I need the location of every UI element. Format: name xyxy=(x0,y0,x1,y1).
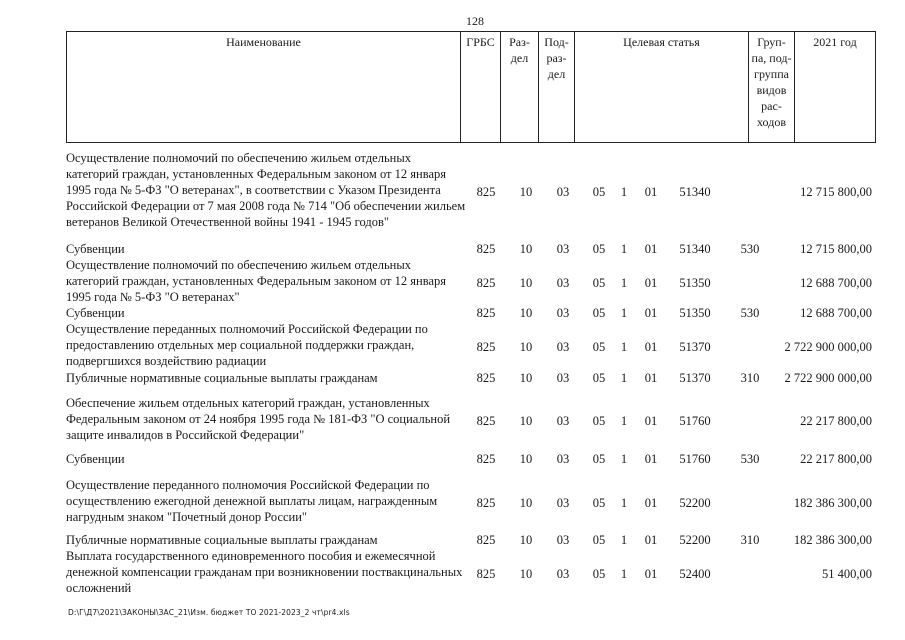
row-t2: 1 xyxy=(620,567,628,581)
row-podrazdel: 03 xyxy=(556,371,570,385)
row-t3: 01 xyxy=(644,242,658,256)
row-t3: 01 xyxy=(644,371,658,385)
header-podrazdel: Под- раз- дел xyxy=(539,32,575,143)
row-t4: 52200 xyxy=(679,533,711,547)
row-amount: 12 715 800,00 xyxy=(800,185,872,199)
row-name: Публичные нормативные социальные выплаты гражданам xyxy=(66,371,378,385)
row-podrazdel: 03 xyxy=(556,242,570,256)
row-t4: 52200 xyxy=(679,496,711,510)
row-vid: 530 xyxy=(740,452,760,466)
row-t3: 01 xyxy=(644,496,658,510)
file-path: D:\Г\Д7\2021\ЗАКОНЫ\ЗАС_21\Изм. бюджет ТО 2021-2023_2 чт\pr4.xls xyxy=(68,608,350,617)
row-grbs: 825 xyxy=(476,452,496,466)
row-grbs: 825 xyxy=(476,185,496,199)
row-podrazdel: 03 xyxy=(556,496,570,510)
row-t3: 01 xyxy=(644,452,658,466)
row-t2: 1 xyxy=(620,371,628,385)
row-podrazdel: 03 xyxy=(556,276,570,290)
row-grbs: 825 xyxy=(476,371,496,385)
header-target: Целевая статья xyxy=(575,32,749,143)
row-amount: 2 722 900 000,00 xyxy=(784,371,872,385)
row-t1: 05 xyxy=(592,185,606,199)
row-amount: 182 386 300,00 xyxy=(793,533,872,547)
row-grbs: 825 xyxy=(476,340,496,354)
header-name: Наименование xyxy=(67,32,461,143)
row-t4: 52400 xyxy=(679,567,711,581)
row-razdel: 10 xyxy=(519,371,533,385)
row-amount: 22 217 800,00 xyxy=(800,414,872,428)
row-t1: 05 xyxy=(592,567,606,581)
row-razdel: 10 xyxy=(519,185,533,199)
row-amount: 2 722 900 000,00 xyxy=(784,340,872,354)
table-row xyxy=(66,257,875,305)
row-t3: 01 xyxy=(644,306,658,320)
row-t2: 1 xyxy=(620,276,628,290)
row-t1: 05 xyxy=(592,452,606,466)
row-t2: 1 xyxy=(620,242,628,256)
row-grbs: 825 xyxy=(476,276,496,290)
row-razdel: 10 xyxy=(519,242,533,256)
row-grbs: 825 xyxy=(476,533,496,547)
table-row xyxy=(66,241,875,257)
page-number: 128 xyxy=(466,14,484,28)
row-razdel: 10 xyxy=(519,533,533,547)
row-t1: 05 xyxy=(592,533,606,547)
row-t2: 1 xyxy=(620,452,628,466)
row-grbs: 825 xyxy=(476,242,496,256)
row-razdel: 10 xyxy=(519,452,533,466)
row-amount: 22 217 800,00 xyxy=(800,452,872,466)
row-t2: 1 xyxy=(620,340,628,354)
row-name: Субвенции xyxy=(66,306,125,320)
row-t1: 05 xyxy=(592,496,606,510)
row-amount: 12 688 700,00 xyxy=(800,306,872,320)
row-t2: 1 xyxy=(620,533,628,547)
row-name: Субвенции xyxy=(66,452,125,466)
table-row xyxy=(66,150,875,230)
row-amount: 51 400,00 xyxy=(822,567,872,581)
row-t3: 01 xyxy=(644,533,658,547)
row-vid: 530 xyxy=(740,306,760,320)
row-amount: 12 715 800,00 xyxy=(800,242,872,256)
header-year: 2021 год xyxy=(795,32,876,143)
table-header xyxy=(66,31,876,143)
row-vid: 530 xyxy=(740,242,760,256)
row-podrazdel: 03 xyxy=(556,340,570,354)
row-grbs: 825 xyxy=(476,414,496,428)
table-row xyxy=(66,305,875,321)
row-t2: 1 xyxy=(620,185,628,199)
row-name: Осуществление переданного полномочия Российской Федерации по осуществлению ежегодной денежной выплаты лицам, награжденным нагрудным знаком "Почетный донор России" xyxy=(66,478,438,524)
row-t4: 51340 xyxy=(679,242,711,256)
row-t4: 51760 xyxy=(679,452,711,466)
header-grbs: ГРБС xyxy=(461,32,501,143)
row-t4: 51350 xyxy=(679,306,711,320)
row-name: Осуществление переданных полномочий Российской Федерации по предоставлению отдельных мер социальной поддержки граждан, подвергшихся воздействию радиации xyxy=(66,322,428,368)
row-t2: 1 xyxy=(620,306,628,320)
row-razdel: 10 xyxy=(519,276,533,290)
header-vid: Груп- па, под- группа видов рас- ходов xyxy=(749,32,795,143)
row-t4: 51340 xyxy=(679,185,711,199)
row-t1: 05 xyxy=(592,371,606,385)
row-podrazdel: 03 xyxy=(556,452,570,466)
row-podrazdel: 03 xyxy=(556,306,570,320)
table-row xyxy=(66,321,875,369)
row-name: Осуществление полномочий по обеспечению жильем отдельных категорий граждан, установленных Федеральным законом от 12 января 1995 года № 5-ФЗ "О ветеранах", в соответствии с Указом Президента Российской Федерации от 7 мая 2008 года № 714 "Об обеспечении жильем ветеранов Великой Отечественной войны 1941 - 1945 годов" xyxy=(66,151,466,229)
row-podrazdel: 03 xyxy=(556,533,570,547)
row-razdel: 10 xyxy=(519,414,533,428)
row-name: Публичные нормативные социальные выплаты гражданам xyxy=(66,533,378,547)
row-amount: 12 688 700,00 xyxy=(800,276,872,290)
row-t3: 01 xyxy=(644,567,658,581)
table-row xyxy=(66,532,875,548)
row-razdel: 10 xyxy=(519,496,533,510)
row-grbs: 825 xyxy=(476,496,496,510)
row-name: Выплата государственного единовременного пособия и ежемесячной денежной компенсации гражданам при возникновении поствакцинальных осложнений xyxy=(66,549,463,595)
row-t2: 1 xyxy=(620,414,628,428)
row-vid: 310 xyxy=(740,371,760,385)
table-row xyxy=(66,548,875,596)
row-t4: 51760 xyxy=(679,414,711,428)
table-row xyxy=(66,477,875,525)
row-t4: 51370 xyxy=(679,340,711,354)
row-t4: 51350 xyxy=(679,276,711,290)
row-vid: 310 xyxy=(740,533,760,547)
row-t1: 05 xyxy=(592,306,606,320)
row-t1: 05 xyxy=(592,414,606,428)
header-razdel: Раз- дел xyxy=(501,32,539,143)
row-t4: 51370 xyxy=(679,371,711,385)
row-amount: 182 386 300,00 xyxy=(793,496,872,510)
row-podrazdel: 03 xyxy=(556,414,570,428)
table-row xyxy=(66,451,875,467)
table-row xyxy=(66,395,875,443)
row-t3: 01 xyxy=(644,414,658,428)
row-t2: 1 xyxy=(620,496,628,510)
table-row xyxy=(66,370,875,386)
row-grbs: 825 xyxy=(476,306,496,320)
row-t1: 05 xyxy=(592,340,606,354)
row-razdel: 10 xyxy=(519,306,533,320)
row-podrazdel: 03 xyxy=(556,567,570,581)
row-t3: 01 xyxy=(644,185,658,199)
row-name: Обеспечение жильем отдельных категорий граждан, установленных Федеральным законом от 24 ноября 1995 года № 181-ФЗ "О социальной защите инвалидов в Российской Федерации" xyxy=(66,396,451,442)
row-t3: 01 xyxy=(644,340,658,354)
row-podrazdel: 03 xyxy=(556,185,570,199)
row-name: Осуществление полномочий по обеспечению жильем отдельных категорий граждан, установленных Федеральным законом от 12 января 1995 года № 5-ФЗ "О ветеранах" xyxy=(66,258,446,304)
row-grbs: 825 xyxy=(476,567,496,581)
row-t1: 05 xyxy=(592,242,606,256)
row-t3: 01 xyxy=(644,276,658,290)
row-name: Субвенции xyxy=(66,242,125,256)
row-razdel: 10 xyxy=(519,340,533,354)
row-razdel: 10 xyxy=(519,567,533,581)
row-t1: 05 xyxy=(592,276,606,290)
